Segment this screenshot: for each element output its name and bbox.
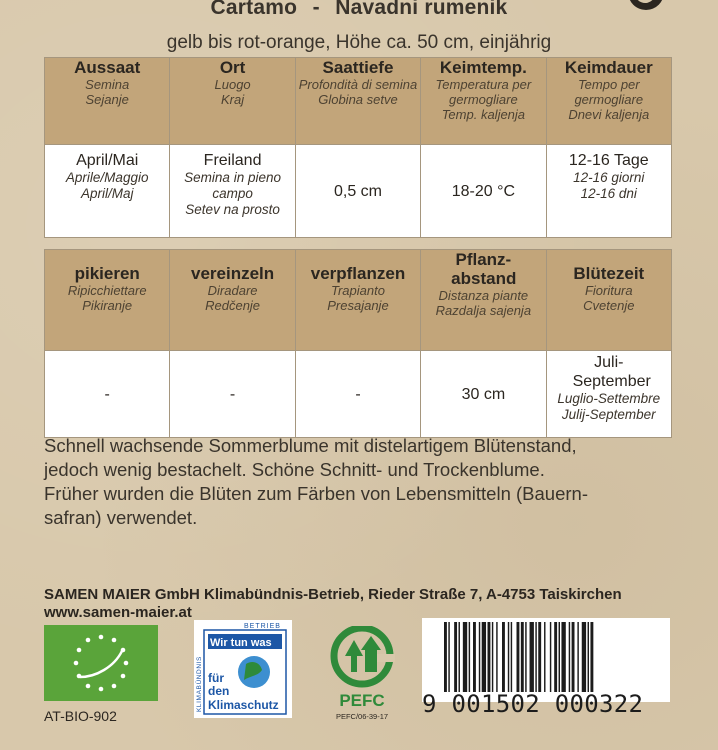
header-it: Diradare (207, 283, 258, 298)
description-line: safran) verwendet. (44, 507, 198, 528)
header-it: Temperatura per germogliare (435, 77, 532, 107)
eu-leaf-icon (44, 625, 158, 701)
title-italian: Cartamo (210, 0, 298, 19)
barcode-bar (521, 622, 524, 692)
value-main: April/Mai (76, 152, 139, 169)
header-it: Distanza piante (438, 288, 529, 303)
header-it: Tempo per germogliare (574, 77, 644, 107)
barcode-bar (508, 622, 509, 692)
header-cell-bluetezeit (546, 250, 671, 351)
value-it: Luglio-Settembre (557, 391, 661, 406)
header-cell-pflanzabstand (421, 250, 546, 351)
barcode-bar (538, 622, 541, 692)
value-main: - (355, 385, 361, 403)
recycle-icon (624, 0, 668, 18)
header-cell-aussaat (45, 58, 170, 145)
barcode-bar (588, 622, 589, 692)
barcode-bar (502, 622, 505, 692)
header-cell-keimdauer (546, 58, 671, 145)
barcode-bar (559, 622, 560, 692)
product-subtitle: gelb bis rot-orange, Höhe ca. 50 cm, einjährig (166, 32, 552, 53)
eu-organic-logo (44, 625, 158, 701)
klima-line1: Wir tun was (210, 637, 272, 649)
header-it: Semina (85, 77, 130, 92)
company-address: SAMEN MAIER GmbH Klimabündnis-Betrieb, Rieder Straße 7, A-4753 Taiskirchen (44, 586, 622, 603)
barcode-bar (577, 622, 578, 692)
klima-line3: den (208, 684, 230, 698)
barcode-bar (469, 622, 470, 692)
value-it: 12-16 giorni (573, 170, 645, 185)
value-sl: Julij-September (561, 407, 656, 422)
header-sl: Temp. kaljenja (441, 107, 526, 122)
description-line: Früher wurden die Blüten zum Färben von Lebensmitteln (Bauern- (44, 483, 588, 504)
pefc-label: PEFC (339, 691, 385, 710)
barcode-bar (496, 622, 497, 692)
header-sl: Globina setve (318, 92, 398, 107)
value-it: Aprile/Maggio (65, 170, 149, 185)
barcode-bar (535, 622, 536, 692)
planting-table-header (45, 250, 672, 351)
pefc-logo (325, 626, 400, 722)
tree-icon (345, 640, 363, 672)
barcode-bar (479, 622, 480, 692)
header-de: Aussaat (74, 58, 141, 77)
barcode-bar (473, 622, 476, 692)
barcode-bar (525, 622, 526, 692)
company-website: www.samen-maier.at (44, 604, 192, 621)
header-sl: Sejanje (85, 92, 129, 107)
header-it: Fioritura (584, 283, 633, 298)
header-sl: Cvetenje (583, 298, 635, 313)
value-main: Juli-September (572, 354, 651, 390)
value-sl: 12-16 dni (580, 186, 637, 201)
klima-betrieb-text: BETRIEB (244, 623, 281, 630)
organic-control-code: AT-BIO-902 (44, 708, 117, 724)
description-line: Schnell wachsende Sommerblume mit distelartigem Blütenstand, (44, 435, 577, 456)
value-cell-bluetezeit (546, 351, 671, 438)
header-de: pikieren (74, 264, 140, 283)
barcode-bar (459, 622, 460, 692)
header-de: Keimtemp. (439, 58, 527, 77)
barcode-bar (454, 622, 457, 692)
barcode-bar (488, 622, 491, 692)
barcode-bar (561, 622, 565, 692)
value-cell-pikieren (45, 351, 170, 438)
header-cell-ort (170, 58, 295, 145)
value-it: Semina in pieno campo (184, 170, 281, 201)
sowing-table-header (45, 58, 672, 145)
value-cell-aussaat (45, 145, 170, 238)
value-cell-ort (170, 145, 295, 238)
value-cell-saattiefe (295, 145, 420, 238)
header-de: Ort (219, 58, 246, 77)
product-description (44, 434, 684, 530)
value-sl: Setev na prosto (185, 202, 280, 217)
value-main: - (104, 385, 110, 403)
value-cell-keimdauer (546, 145, 671, 238)
sowing-table (44, 57, 672, 238)
barcode-bar (572, 622, 575, 692)
header-de: Saattiefe (322, 58, 394, 77)
value-main: 30 cm (461, 385, 506, 403)
barcode-bar (482, 622, 486, 692)
klima-line2: für (208, 671, 224, 685)
barcode-bar (448, 622, 449, 692)
barcode-bar (550, 622, 551, 692)
header-cell-pikieren (45, 250, 170, 351)
barcode-bar (544, 622, 545, 692)
header-it: Trapianto (330, 283, 385, 298)
header-cell-verpflanzen (295, 250, 420, 351)
barcode-bar (463, 622, 467, 692)
value-main: 12-16 Tage (568, 152, 649, 169)
barcode-bar (582, 622, 586, 692)
header-sl: Razdalja sajenja (435, 303, 532, 318)
value-cell-keimtemp (421, 145, 546, 238)
header-it: Ripicchiettare (67, 283, 147, 298)
title-separator: - (312, 0, 320, 19)
header-de: verpflanzen (310, 264, 406, 283)
header-cell-saattiefe (295, 58, 420, 145)
pefc-code: PEFC/06-39-17 (335, 712, 389, 721)
title-slovenian: Navadni rumenik (335, 0, 508, 19)
barcode-bar (530, 622, 534, 692)
barcode-bar (511, 622, 512, 692)
barcode-digits: 9 001502 000322 (422, 690, 644, 718)
value-main: Freiland (203, 152, 262, 169)
value-cell-pflanzabstand (421, 351, 546, 438)
value-sl: April/Maj (80, 186, 134, 201)
header-sl: Dnevi kaljenja (568, 107, 650, 122)
header-cell-keimtemp (421, 58, 546, 145)
klima-line4: Klimaschutz (208, 698, 279, 712)
planting-table-values (45, 351, 672, 438)
value-cell-vereinzeln (170, 351, 295, 438)
barcode-bar (517, 622, 520, 692)
sowing-table-values (45, 145, 672, 238)
klimabuendnis-logo (194, 620, 292, 718)
value-main: 0,5 cm (333, 182, 382, 200)
barcode-bar (554, 622, 557, 692)
header-sl: Presajanje (327, 298, 389, 313)
product-title (0, 0, 718, 20)
barcode-bar (569, 622, 570, 692)
header-de: Pflanz-abstand (451, 250, 517, 288)
header-sl: Pikiranje (82, 298, 133, 313)
company-info (44, 586, 684, 622)
value-cell-verpflanzen (295, 351, 420, 438)
header-it: Luogo (214, 77, 251, 92)
value-main: 18-20 °C (451, 182, 516, 200)
description-line: jedoch wenig bestachelt. Schöne Schnitt- und Trockenblume. (44, 459, 545, 480)
klima-side-text: KLIMABÜNDNIS (196, 656, 203, 712)
header-de: Blütezeit (573, 264, 645, 283)
planting-table (44, 249, 672, 438)
barcode-bar (590, 622, 593, 692)
header-sl: Redčenje (205, 298, 261, 313)
barcode-bar (492, 622, 493, 692)
header-de: Keimdauer (564, 58, 653, 77)
header-de: vereinzeln (191, 264, 275, 283)
value-main: - (229, 385, 236, 403)
header-sl: Kraj (221, 92, 245, 107)
header-it: Profondità di semina (298, 77, 418, 92)
header-cell-vereinzeln (170, 250, 295, 351)
barcode-bar (444, 622, 447, 692)
